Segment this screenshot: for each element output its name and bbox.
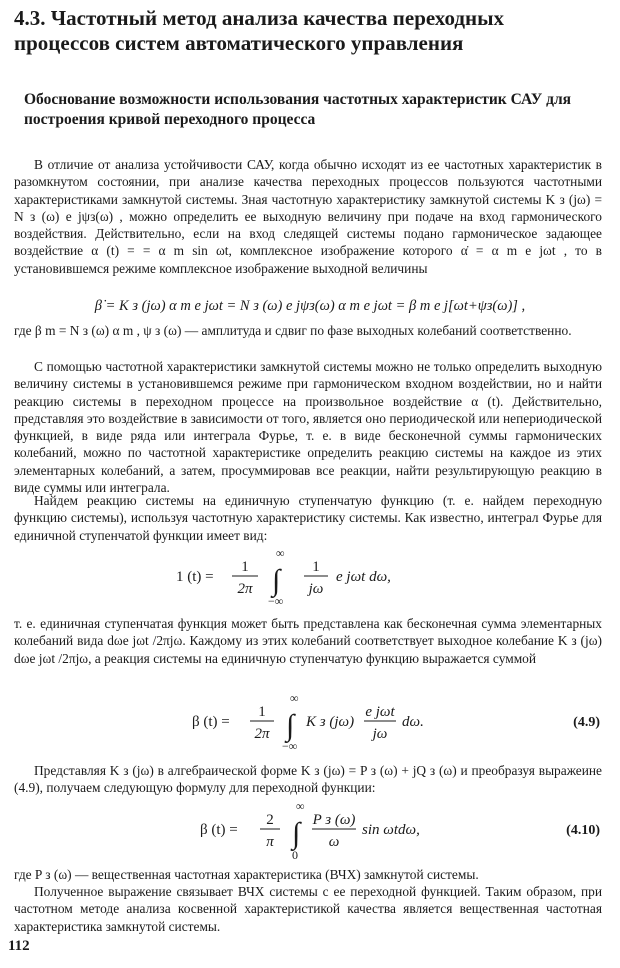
formula-49-tail: dω. xyxy=(402,714,424,730)
formula-transient-4-9 xyxy=(0,690,620,752)
formula-49-frac1-den: 2π xyxy=(254,726,270,742)
formula-step-lower: −∞ xyxy=(268,594,284,607)
formula-transient-4-10 xyxy=(0,798,620,862)
formula-410-frac2-num: P з (ω) xyxy=(312,812,356,828)
formula-49-lhs: β (t) = xyxy=(192,714,230,730)
formula-410-lower: 0 xyxy=(292,848,298,862)
formula-step-frac1-den: 2π xyxy=(237,581,253,597)
formula-49-frac1-num: 1 xyxy=(258,704,266,720)
section-title: 4.3. Частотный метод анализа качества переходных процессов систем автоматического управления xyxy=(14,6,504,55)
formula-step-frac1-num: 1 xyxy=(241,559,249,575)
paragraph-vchh-definition: где P з (ω) — вещественная частотная характеристика (ВЧХ) замкнутой системы. xyxy=(14,867,479,882)
formula-49-integral-sign: ∫ xyxy=(286,709,295,742)
paragraph-elementary-oscillations: т. е. единичная ступенчатая функция может быть представлена как бесконечная сумма элементарных колебаний вида dωe jωt /2πjω. Каждому из этих колебаний соответствует выходное колебание K з (jω) dωe jωt /2πjω, а реакция системы на единичную ступенчатую функцию выражается суммой xyxy=(14,616,602,666)
formula-output-complex: β̇ = K з (jω) α m e jωt = N з (ω) e jψз(ω) α m e jωt = β m e j[ωt+ψз(ω)] , xyxy=(94,298,526,314)
formula-410-upper: ∞ xyxy=(296,799,305,813)
equation-number-4-10: (4.10) xyxy=(566,823,600,838)
formula-step-fourier xyxy=(0,545,620,607)
formula-49-mid: K з (jω) xyxy=(306,714,355,730)
page-number: 112 xyxy=(8,938,30,954)
formula-step-frac2-den: jω xyxy=(308,581,324,597)
formula-step-frac2-num: 1 xyxy=(312,559,320,575)
paragraph-step-function: Найдем реакцию системы на единичную ступенчатую функцию (т. е. найдем переходную функцию системы), используя частотную характеристику системы. Как известно, интеграл Фурье для единичной ступенчатой функции имеет вид: xyxy=(14,493,602,543)
formula-410-lhs: β (t) = xyxy=(200,822,238,838)
formula-49-upper: ∞ xyxy=(290,691,299,705)
paragraph-intro: В отличие от анализа устойчивости САУ, когда обычно исходят из ее частотных характеристик в разомкнутом состоянии, при анализе качества переходных процессов пользуются частотными характеристиками замкнутой системы. Зная частотную характеристику замкнутой системы K з (jω) = N з (ω) e jψз(ω) , можно определить ее выходную величину при подаче на вход гармонического воздействия. Действительно, если на вход следящей системы подано гармоническое задающее воздействие α (t) = = α m sin ωt, комплексное изображение которого α̇ = α m e jωt , то в установившемся режиме комплексное изображение выходной величины xyxy=(14,157,602,276)
formula-49-lower: −∞ xyxy=(282,739,298,752)
formula-step-lhs: 1 (t) = xyxy=(176,569,214,585)
subsection-title: Обоснование возможности использования частотных характеристик САУ для построения кривой переходного процесса xyxy=(24,91,572,128)
formula-step-integral-sign: ∫ xyxy=(272,564,281,597)
paragraph-algebraic-form: Представляя K з (jω) в алгебраической форме K з (jω) = P з (ω) + jQ з (ω) и преобразуя выражеине (4.9), получаем следующую формулу для переходной функции: xyxy=(14,763,602,796)
formula-49-frac2-den: jω xyxy=(372,726,388,742)
paragraph-conclusion: Полученное выражение связывает ВЧХ системы с ее переходной функцией. Таким образом, при частотном методе анализа косвенной характеристикой качества является вещественная частотная характеристика замкнутой системы. xyxy=(14,884,602,934)
formula-49-frac2-num: e jωt xyxy=(365,704,395,720)
formula-step-upper: ∞ xyxy=(276,546,285,560)
paragraph-frequency-response: С помощью частотной характеристики замкнутой системы можно не только определить выходную величину системы в установившемся режиме при гармоническом входном воздействии, но и найти реакцию системы в переходном процессе на произвольное воздействие α (t). Действительно, представляя это воздействие в зависимости от того, является оно периодической или непериодической функцией, в виде ряда или интеграла Фурье, т. е. в виде бесконечной суммы гармонических колебаний, можно по частотной характеристике определить реакцию системы на каждое из этих элементарных колебаний, а затем, просуммировав все реакции, найти результирующую реакцию в виде суммы или интеграла. xyxy=(14,359,602,496)
formula-410-frac1-den: π xyxy=(266,834,274,850)
formula-410-frac2-den: ω xyxy=(328,834,340,850)
formula-410-tail: sin ωtdω, xyxy=(362,822,420,838)
formula-step-tail: e jωt dω, xyxy=(336,569,391,585)
formula-410-integral-sign: ∫ xyxy=(292,817,301,850)
equation-number-4-9: (4.9) xyxy=(573,715,600,730)
paragraph-amplitude-phase: где β m = N з (ω) α m , ψ з (ω) — амплитуда и сдвиг по фазе выходных колебаний соответственно. xyxy=(14,323,572,338)
formula-410-frac1-num: 2 xyxy=(266,812,274,828)
